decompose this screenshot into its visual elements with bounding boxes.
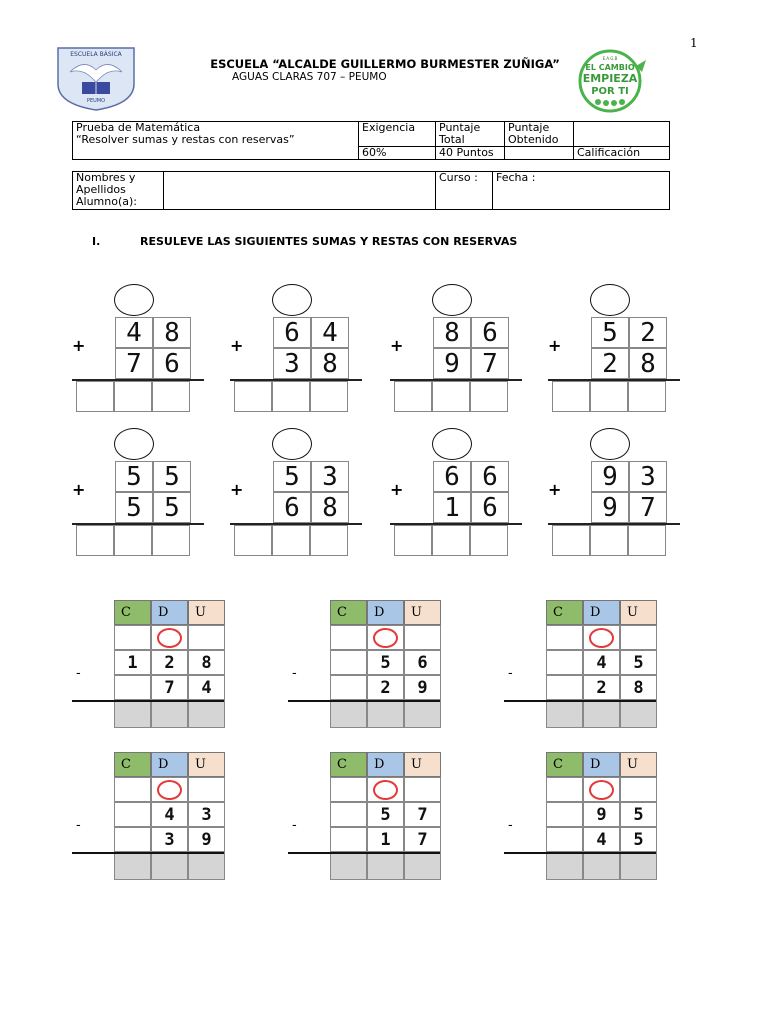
section-number: I. [92,235,101,248]
answer-grid [234,381,348,412]
minus-sign: - [76,666,81,681]
section-title: RESULEVE LAS SIGUIENTES SUMAS Y RESTAS CON RESERVAS [140,235,518,248]
puntaje-obtenido-value[interactable] [505,147,574,160]
digit-cell: 8 [188,650,225,675]
digit-cell: 9 [591,461,629,492]
answer-cell[interactable] [151,700,188,728]
place-value-header: U [620,752,657,777]
answer-cell[interactable] [552,525,590,556]
plus-sign: + [230,480,244,499]
answer-cell[interactable] [367,700,404,728]
digit-cell: 8 [433,317,471,348]
plus-sign: + [548,480,562,499]
digit-cell: 6 [273,492,311,523]
answer-grid [76,525,190,556]
carry-circle[interactable] [432,284,472,316]
digit-cell: 6 [153,348,191,379]
test-topic: “Resolver sumas y restas con reservas” [76,133,295,146]
difference-line [288,852,440,854]
logo-right-line1: EL CAMBIO [585,63,635,72]
answer-cell[interactable] [394,525,432,556]
digit-cell: 3 [188,802,225,827]
answer-cell[interactable] [470,381,508,412]
borrow-cell[interactable] [188,777,225,802]
digit-cell: 7 [151,675,188,700]
answer-cell[interactable] [152,525,190,556]
subtraction-problem [292,600,452,730]
answer-cell[interactable] [114,381,152,412]
digit-cell [114,675,151,700]
answer-cell[interactable] [432,525,470,556]
addends-grid [591,317,667,379]
addition-problem [390,428,530,558]
answer-cell[interactable] [620,700,657,728]
digit-cell: 9 [188,827,225,852]
digit-cell: 5 [115,492,153,523]
digit-cell: 5 [620,650,657,675]
borrow-circle [373,628,398,648]
answer-cell[interactable] [76,381,114,412]
plus-sign: + [230,336,244,355]
plus-sign: + [72,336,86,355]
addends-grid [433,461,509,523]
minus-sign: - [508,818,513,833]
addition-problem [72,284,212,414]
test-info-table [72,121,670,160]
answer-cell[interactable] [590,381,628,412]
plus-sign: + [390,480,404,499]
answer-cell[interactable] [583,700,620,728]
difference-line [504,700,656,702]
plus-sign: + [72,480,86,499]
digit-cell: 9 [583,802,620,827]
answer-cell[interactable] [114,525,152,556]
digit-cell: 5 [367,650,404,675]
digit-cell: 7 [471,348,509,379]
digit-cell [330,827,367,852]
answer-cell[interactable] [114,700,151,728]
logo-right-line2: EMPIEZA [582,72,638,85]
test-title-cell [73,122,359,160]
place-value-table [546,752,657,880]
digit-cell: 1 [433,492,471,523]
place-value-header: D [151,600,188,625]
answer-cell[interactable] [330,852,367,880]
digit-cell: 5 [591,317,629,348]
digit-cell: 5 [620,827,657,852]
difference-line [72,700,224,702]
answer-cell[interactable] [546,852,583,880]
place-value-header: D [367,752,404,777]
addition-problem [548,284,688,414]
place-value-header: D [583,600,620,625]
place-value-header: U [404,600,441,625]
answer-grid [552,381,666,412]
digit-cell: 9 [433,348,471,379]
borrow-cell[interactable] [330,777,367,802]
addition-problem [548,428,688,558]
digit-cell [546,650,583,675]
school-crest-logo [54,44,138,112]
digit-cell: 6 [471,461,509,492]
digit-cell: 7 [404,827,441,852]
digit-cell: 8 [311,492,349,523]
calificacion-label: Calificación [574,147,670,160]
answer-cell[interactable] [590,525,628,556]
place-value-header: U [188,752,225,777]
digit-cell: 5 [273,461,311,492]
puntaje-total-value: 40 Puntos [436,147,505,160]
grade-box [574,122,670,147]
difference-line [72,852,224,854]
digit-cell: 8 [311,348,349,379]
borrow-cell[interactable] [151,777,188,802]
borrow-cell[interactable] [188,625,225,650]
borrow-circle [373,780,398,800]
borrow-circle [157,780,182,800]
place-value-table [330,600,441,728]
borrow-cell[interactable] [367,777,404,802]
answer-cell[interactable] [404,700,441,728]
subtraction-problem [508,752,668,882]
digit-cell: 4 [188,675,225,700]
carry-circle[interactable] [114,428,154,460]
puntaje-obtenido-label: Puntaje Obtenido [505,122,574,147]
puntaje-total-label: Puntaje Total [436,122,505,147]
place-value-header: C [546,752,583,777]
fecha-label: Fecha : [493,172,670,210]
borrow-cell[interactable] [404,777,441,802]
place-value-table [114,752,225,880]
digit-cell: 7 [115,348,153,379]
place-value-table [546,600,657,728]
logo-right-line3: POR TI [591,86,629,97]
answer-cell[interactable] [628,381,666,412]
subtraction-problem [508,600,668,730]
answer-cell[interactable] [272,381,310,412]
addends-grid [115,461,191,523]
digit-cell: 3 [311,461,349,492]
borrow-cell[interactable] [583,777,620,802]
digit-cell [330,675,367,700]
digit-cell: 4 [583,827,620,852]
plus-sign: + [548,336,562,355]
digit-cell: 5 [115,461,153,492]
digit-cell: 9 [591,492,629,523]
digit-cell: 4 [583,650,620,675]
place-value-header: U [620,600,657,625]
addition-problem [230,428,370,558]
answer-cell[interactable] [188,852,225,880]
place-value-header: D [583,752,620,777]
digit-cell: 6 [433,461,471,492]
difference-line [504,852,656,854]
logo-left-top-text: ESCUELA BÁSICA [70,51,122,58]
digit-cell: 2 [367,675,404,700]
borrow-circle [157,628,182,648]
digit-cell [114,802,151,827]
digit-cell: 6 [471,317,509,348]
digit-cell: 7 [629,492,667,523]
digit-cell: 7 [404,802,441,827]
answer-cell[interactable] [152,381,190,412]
student-name-field[interactable] [164,172,436,210]
digit-cell: 3 [151,827,188,852]
digit-cell: 8 [629,348,667,379]
borrow-cell[interactable] [151,625,188,650]
place-value-header: D [151,752,188,777]
answer-grid [234,525,348,556]
answer-cell[interactable] [583,852,620,880]
subtraction-problem [76,752,236,882]
minus-sign: - [76,818,81,833]
digit-cell [546,675,583,700]
page-number: 1 [690,36,698,50]
school-name: ESCUELA “ALCALDE GUILLERMO BURMESTER ZUÑIGA” [210,57,560,71]
student-info-table [72,171,670,210]
subtraction-problem [292,752,452,882]
answer-cell[interactable] [234,525,272,556]
carry-circle[interactable] [272,284,312,316]
place-value-header: C [330,600,367,625]
digit-cell: 6 [273,317,311,348]
answer-cell[interactable] [552,381,590,412]
carry-circle[interactable] [590,428,630,460]
section-heading [92,235,517,248]
place-value-header: C [114,600,151,625]
digit-cell: 3 [273,348,311,379]
addends-grid [591,461,667,523]
answer-cell[interactable] [470,525,508,556]
borrow-cell[interactable] [114,777,151,802]
answer-cell[interactable] [310,525,348,556]
place-value-table [330,752,441,880]
place-value-header: U [188,600,225,625]
borrow-cell[interactable] [583,625,620,650]
minus-sign: - [508,666,513,681]
answer-cell[interactable] [432,381,470,412]
borrow-circle [589,780,614,800]
borrow-cell[interactable] [114,625,151,650]
borrow-circle [589,628,614,648]
carry-circle[interactable] [590,284,630,316]
subtraction-problem [76,600,236,730]
digit-cell: 8 [153,317,191,348]
addends-grid [273,461,349,523]
place-value-header: D [367,600,404,625]
digit-cell: 1 [367,827,404,852]
digit-cell: 8 [620,675,657,700]
digit-cell: 3 [629,461,667,492]
answer-grid [76,381,190,412]
digit-cell: 2 [591,348,629,379]
borrow-cell[interactable] [330,625,367,650]
student-name-label: Nombres y Apellidos Alumno(a): [73,172,164,210]
answer-cell[interactable] [394,381,432,412]
plus-sign: + [390,336,404,355]
digit-cell: 1 [114,650,151,675]
answer-cell[interactable] [272,525,310,556]
place-value-header: C [330,752,367,777]
addends-grid [273,317,349,379]
answer-cell[interactable] [404,852,441,880]
logo-left-bottom-text: PEUMO [86,98,106,104]
minus-sign: - [292,818,297,833]
digit-cell [330,650,367,675]
digit-cell [546,802,583,827]
curso-label: Curso : [436,172,493,210]
digit-cell: 9 [404,675,441,700]
answer-cell[interactable] [188,700,225,728]
answer-cell[interactable] [330,700,367,728]
digit-cell: 6 [404,650,441,675]
answer-cell[interactable] [151,852,188,880]
place-value-header: C [546,600,583,625]
borrow-cell[interactable] [546,625,583,650]
place-value-header: C [114,752,151,777]
addition-problem [72,428,212,558]
answer-cell[interactable] [367,852,404,880]
answer-cell[interactable] [114,852,151,880]
test-label: Prueba de Matemática [76,121,201,134]
addition-problem [230,284,370,414]
answer-cell[interactable] [628,525,666,556]
borrow-cell[interactable] [546,777,583,802]
answer-grid [394,525,508,556]
el-cambio-empieza-por-ti-logo [566,48,654,114]
exigencia-label: Exigencia [359,122,436,147]
answer-grid [394,381,508,412]
digit-cell [546,827,583,852]
digit-cell: 2 [583,675,620,700]
minus-sign: - [292,666,297,681]
addition-problem [390,284,530,414]
school-address: AGUAS CLARAS 707 – PEUMO [232,71,387,83]
answer-cell[interactable] [310,381,348,412]
carry-circle[interactable] [272,428,312,460]
digit-cell: 4 [115,317,153,348]
exigencia-value: 60% [359,147,436,160]
carry-circle[interactable] [114,284,154,316]
digit-cell: 6 [471,492,509,523]
digit-cell: 5 [367,802,404,827]
borrow-cell[interactable] [367,625,404,650]
place-value-table [114,600,225,728]
answer-cell[interactable] [234,381,272,412]
borrow-cell[interactable] [620,625,657,650]
answer-grid [552,525,666,556]
difference-line [288,700,440,702]
digit-cell: 4 [151,802,188,827]
digit-cell: 5 [153,492,191,523]
logo-right-small-text: E.A.G.B [602,56,618,61]
digit-cell [330,802,367,827]
addends-grid [115,317,191,379]
answer-cell[interactable] [620,852,657,880]
digit-cell: 2 [151,650,188,675]
borrow-cell[interactable] [404,625,441,650]
digit-cell: 2 [629,317,667,348]
digit-cell: 4 [311,317,349,348]
digit-cell [114,827,151,852]
borrow-cell[interactable] [620,777,657,802]
carry-circle[interactable] [432,428,472,460]
answer-cell[interactable] [546,700,583,728]
addends-grid [433,317,509,379]
digit-cell: 5 [620,802,657,827]
digit-cell: 5 [153,461,191,492]
answer-cell[interactable] [76,525,114,556]
place-value-header: U [404,752,441,777]
